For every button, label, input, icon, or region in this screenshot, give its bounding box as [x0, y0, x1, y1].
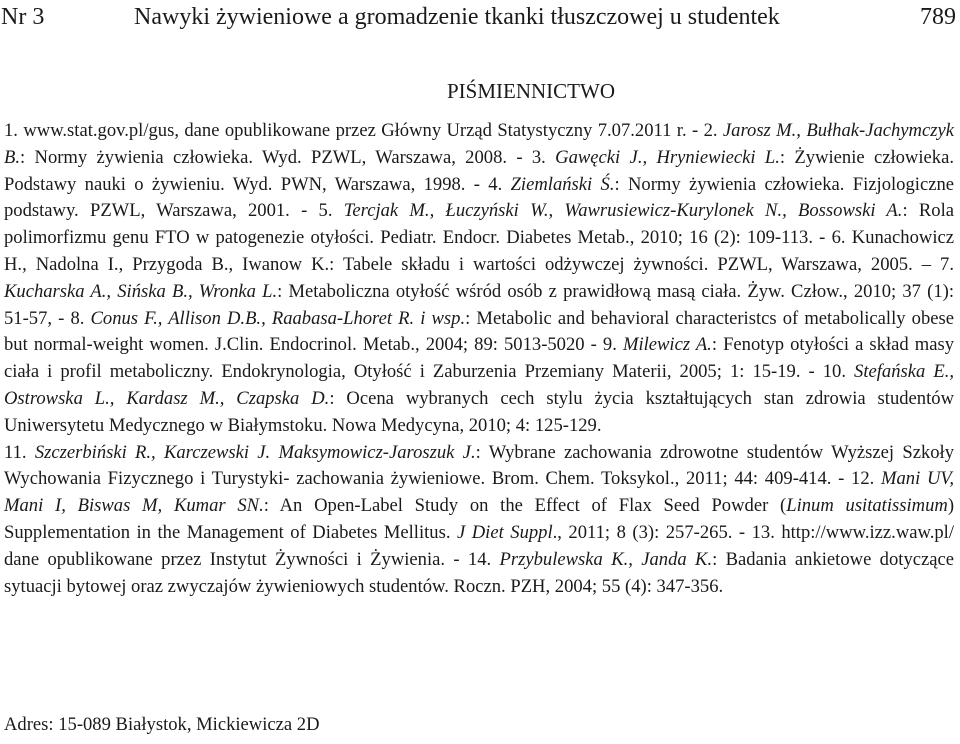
- reference-text: ) Supplementation in the Management of Diabetes Mellitus.: [4, 495, 955, 543]
- reference-text: : Normy żywienia człowieka. Fizjologiczne podstawy. PZWL, Warszawa, 2001. - 5.: [4, 173, 954, 222]
- references-list: [4, 118, 954, 600]
- reference-authors: Gawęcki J., Hryniewiecki L.: [555, 146, 780, 168]
- issue-number: Nr 3: [1, 4, 45, 30]
- reference-authors: Ziemlański Ś.: [510, 173, 615, 195]
- reference-text: : Metaboliczna otyłość wśród osób z prawidłową masą ciała. Żyw. Człow., 2010; 37 (1): 51-57, - 8.: [4, 280, 954, 329]
- reference-text: : Badania ankietowe dotyczące sytuacji bytowej oraz zwyczajów żywieniowych studentów. Roczn. PZH, 2004; 55 (4): 347-356.: [4, 548, 955, 597]
- references-heading: PIŚMIENNICTWO: [447, 79, 615, 103]
- reference-text: 1. www.stat.gov.pl/gus, dane opublikowane przez Główny Urząd Statystyczny 7.07.2011 r. - 2.: [4, 120, 723, 141]
- page-header: [0, 2, 960, 36]
- reference-text: : Wybrane zachowania zdrowotne studentów Wyższej Szkoły Wychowania Fizycznego i Turystyki- zachowania żywieniowe. Brom. Chem. Toksykol., 2011; 44: 409-414. - 12.: [4, 441, 954, 490]
- reference-text: : Normy żywienia człowieka. Wyd. PZWL, Warszawa, 2008. - 3.: [20, 146, 556, 168]
- reference-authors: Przybulewska K., Janda K.: [499, 548, 713, 570]
- reference-authors: Jarosz M., Bułhak-Jachymczyk B.: [4, 120, 954, 168]
- page-number: 789: [920, 4, 956, 30]
- reference-authors: Kucharska A., Sińska B., Wronka L.: [4, 280, 278, 302]
- reference-text: : Rola polimorfizmu genu FTO w patogenezie otyłości. Pediatr. Endocr. Diabetes Metab., 2010; 16 (2): 109-113. - 6. Kunachowicz H., Nadolna I., Przygoda B., Iwanow K.: Tabele składu i wartości odżywczej żywności. PZWL, Warszawa, 2005. – 7.: [4, 200, 954, 275]
- reference-text: : Fenotyp otyłości a skład masy ciała i profil metaboliczny. Endokrynologia, Otyłość i Zaburzenia Przemiany Materii, 2005; 1: 15-19. - 10.: [4, 334, 954, 383]
- reference-authors: J Diet Suppl: [456, 521, 553, 543]
- references-paragraph-1: [4, 118, 954, 440]
- reference-authors: Tercjak M., Łuczyński W., Wawrusiewicz-Kurylonek N., Bossowski A.: [343, 200, 903, 222]
- reference-text: : Metabolic and behavioral characteristcs of metabolically obese but normal-weight women. J.Clin. Endocrinol. Metab., 2004; 89: 5013-5020 - 9.: [4, 307, 954, 356]
- reference-text: : An Open-Label Study on the Effect of Flax Seed Powder (: [263, 495, 787, 517]
- reference-authors: Conus F., Allison D.B., Raabasa-Lhoret R. i wsp.: [90, 307, 466, 329]
- reference-text: : Ocena wybranych cech stylu życia kształtujących stan zdrowia studentów Uniwersytetu Medycznego w Białymstoku. Nowa Medycyna, 2010; 4: 125-129.: [4, 387, 954, 436]
- reference-authors: Mani UV, Mani I, Biswas M, Kumar SN.: [4, 468, 954, 517]
- reference-authors: Linum usitatissimum: [786, 495, 948, 517]
- reference-text: : Żywienie człowieka. Podstawy nauki o żywieniu. Wyd. PWN, Warszawa, 1998. - 4.: [4, 146, 954, 195]
- running-title: Nawyki żywieniowe a gromadzenie tkanki tłuszczowej u studentek: [134, 4, 780, 30]
- references-paragraph-2: [4, 440, 954, 601]
- reference-authors: Stefańska E., Ostrowska L., Kardasz M., Czapska D.: [4, 361, 954, 409]
- correspondence-address: Adres: 15-089 Białystok, Mickiewicza 2D: [4, 714, 320, 735]
- reference-text: 11.: [4, 441, 35, 463]
- reference-authors: Milewicz A.: [622, 334, 712, 356]
- reference-authors: Szczerbiński R., Karczewski J. Maksymowicz-Jaroszuk J.: [34, 441, 476, 463]
- reference-text: ., 2011; 8 (3): 257-265. - 13. http://www.izz.waw.pl/ dane opublikowane przez Instytut Żywności i Żywienia. - 14.: [4, 521, 954, 570]
